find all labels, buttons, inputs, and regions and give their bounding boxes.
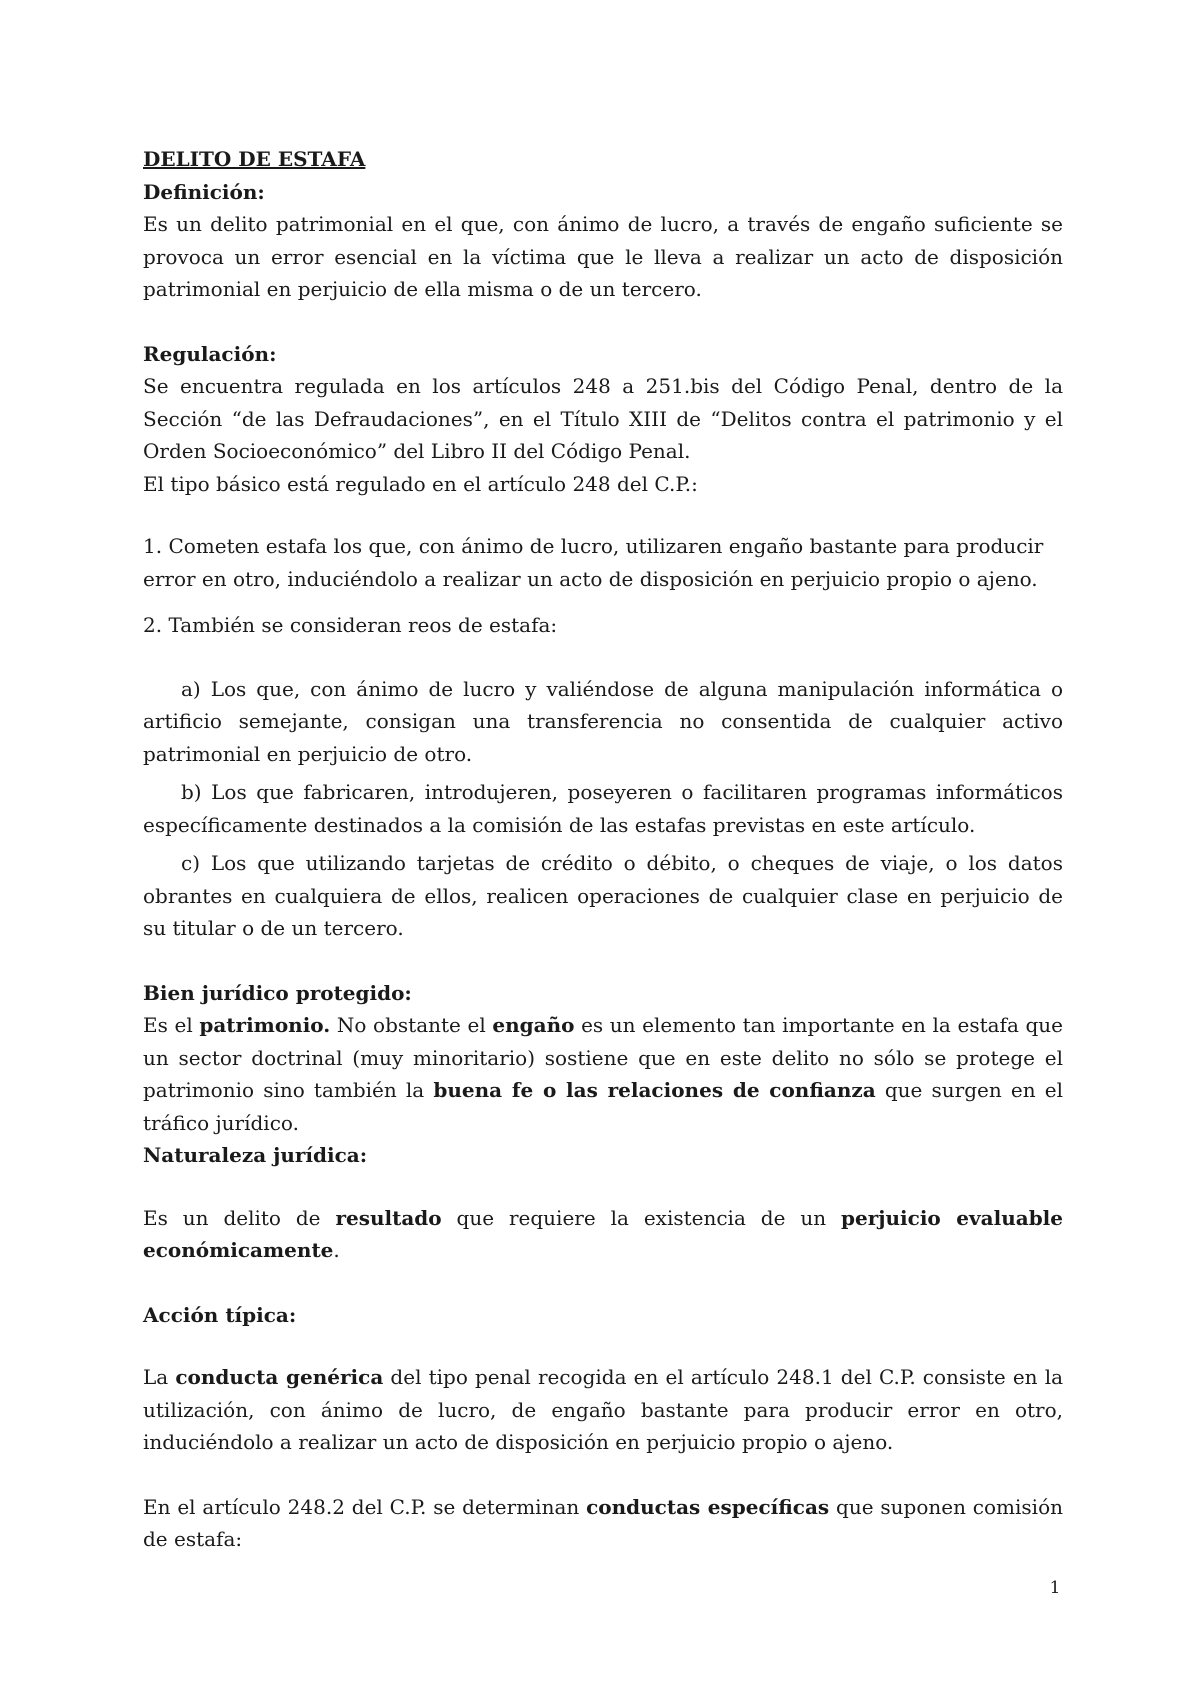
accion-paragraph-1 [143, 1361, 1063, 1459]
articulo-item-c: c) Los que utilizando tarjetas de crédito o débito, o cheques de viaje, o los datos obrantes en cualquiera de ellos, realicen operaciones de cualquier clase en perjuicio de su titular o de un tercero. [143, 851, 1063, 940]
bold-term-buena-fe: buena fe o las relaciones de confianza [433, 1078, 876, 1102]
definicion-heading: Definición: [143, 179, 265, 204]
text-run: del tipo penal recogida en el artículo 248.1 del C.P. consiste en la utilización, con ánimo de lucro, de engaño bastante para producir error en otro, induciéndolo a realizar un acto de disposición en perjuicio propio o ajeno. [143, 1365, 1064, 1454]
bold-term-perjuicio: perjuicio evaluable económicamente [143, 1205, 1063, 1262]
bold-term-engano: engaño [492, 1013, 575, 1037]
accion-paragraph-2 [143, 1491, 1063, 1556]
text-run: . [333, 1238, 340, 1262]
spacer [143, 595, 1063, 609]
definicion-paragraph: Es un delito patrimonial en el que, con ánimo de lucro, a través de engaño suficiente se provoca un error esencial en la víctima que le lleva a realizar un acto de disposición patrimonial en perjuicio de ella misma o de un tercero. [143, 212, 1063, 301]
articulo-item-b: b) Los que fabricaren, introdujeren, poseyeren o facilitaren programas informáticos específicamente destinados a la comisión de las estafas previstas en este artículo. [143, 780, 1063, 837]
page-number: 1 [1049, 1578, 1061, 1598]
spacer [143, 500, 1063, 530]
accion-heading: Acción típica: [143, 1302, 297, 1327]
spacer [143, 306, 1063, 338]
bien-juridico-paragraph [143, 1009, 1063, 1139]
naturaleza-heading: Naturaleza jurídica: [143, 1143, 368, 1167]
spacer [143, 1172, 1063, 1202]
text-run: La [143, 1365, 176, 1389]
bold-term-conducta-generica: conducta genérica [175, 1365, 384, 1389]
spacer [143, 642, 1063, 673]
bold-term-patrimonio: patrimonio. [199, 1013, 331, 1037]
articulo-item-a: a) Los que, con ánimo de lucro y valiéndose de alguna manipulación informática o artificio semejante, consigan una transferencia no consentida de cualquier activo patrimonial en perjuicio de otro. [143, 676, 1063, 766]
regulacion-paragraph: Se encuentra regulada en los artículos 248 a 251.bis del Código Penal, dentro de la Sección “de las Defraudaciones”, en el Título XIII de “Delitos contra el patrimonio y el Orden Socioeconómico” del Libro II del Código Penal. [143, 374, 1063, 463]
articulo-item-1: 1. Cometen estafa los que, con ánimo de lucro, utilizaren engaño bastante para producir error en otro, induciéndolo a realizar un acto de disposición en perjuicio propio o ajeno. [143, 534, 1044, 591]
text-run: En el artículo 248.2 del C.P. se determinan [143, 1494, 587, 1519]
spacer [143, 945, 1063, 977]
document-title: DELITO DE ESTAFA [143, 147, 366, 171]
text-run: Es el [143, 1013, 200, 1037]
spacer [143, 1267, 1063, 1299]
regulacion-heading: Regulación: [143, 341, 277, 366]
bold-term-resultado: resultado [335, 1205, 442, 1230]
spacer [143, 1331, 1063, 1361]
articulo-item-2: 2. También se consideran reos de estafa: [143, 613, 558, 637]
bold-term-conductas-especificas: conductas específicas [586, 1494, 830, 1519]
naturaleza-paragraph [143, 1202, 1063, 1267]
text-run: que surgen en el tráfico jurídico. [143, 1078, 1063, 1135]
text-run: que requiere la existencia de un [441, 1205, 842, 1230]
text-run: Es un delito de [143, 1205, 336, 1230]
text-run: es un elemento tan importante en la estafa que un sector doctrinal (muy minoritario) sostiene que en este delito no sólo se protege el patrimonio sino también la [143, 1013, 1064, 1102]
bien-juridico-heading: Bien jurídico protegido: [143, 980, 412, 1005]
document-body [143, 143, 1063, 1556]
text-run: que suponen comisión de estafa: [143, 1494, 1063, 1551]
text-run: No obstante el [330, 1013, 493, 1037]
spacer [143, 1459, 1063, 1491]
regulacion-tipo-basico: El tipo básico está regulado en el artículo 248 del C.P.: [143, 471, 698, 496]
